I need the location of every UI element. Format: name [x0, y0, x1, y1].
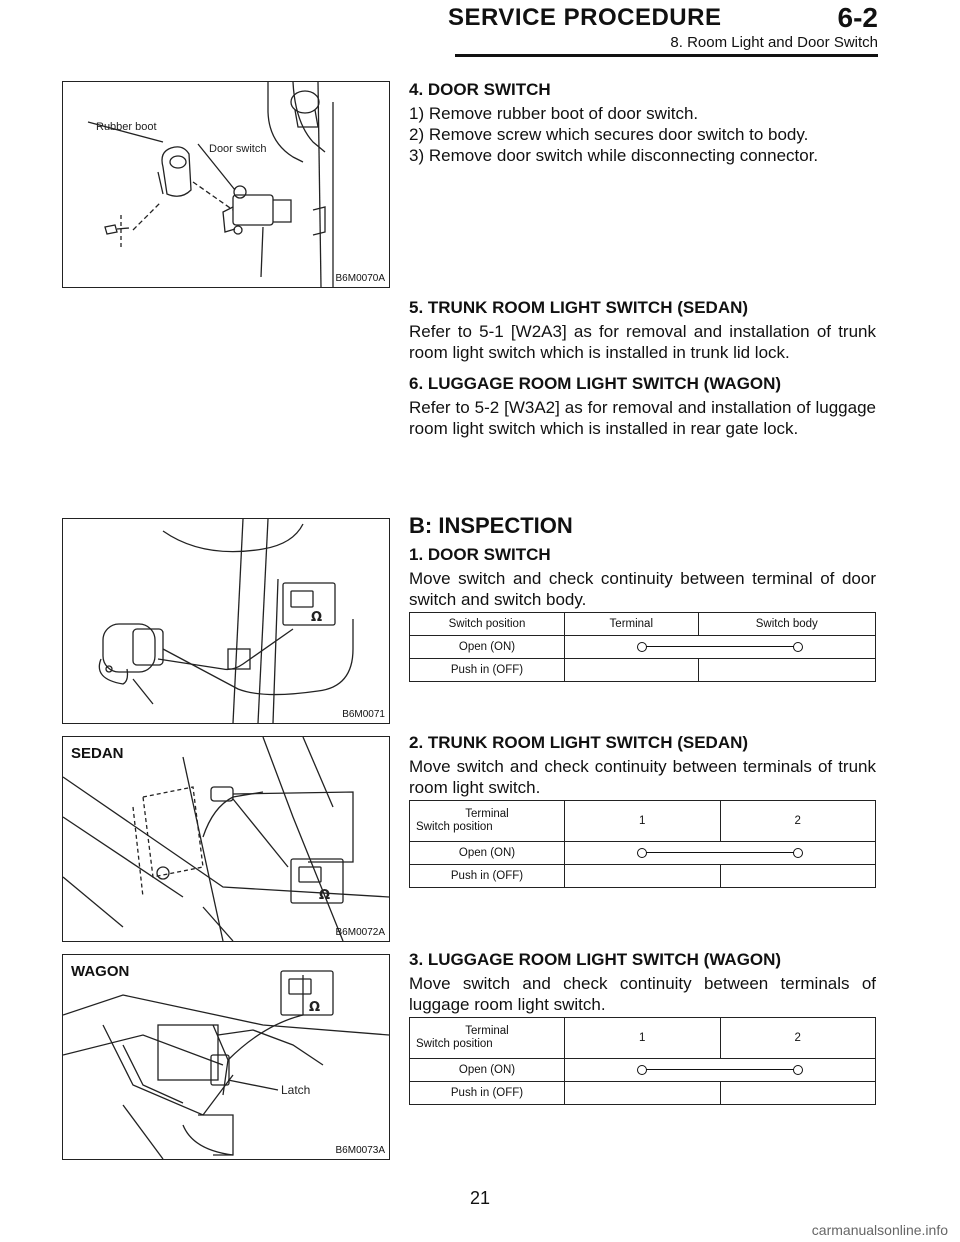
figure-door-switch	[62, 81, 390, 288]
figure-caption: B6M0071	[342, 709, 385, 720]
figure-sedan-trunk-switch	[62, 736, 390, 942]
switch-position-cell: Push in (OFF)	[410, 1082, 565, 1105]
heading-trunk-switch-removal: 5. TRUNK ROOM LIGHT SWITCH (SEDAN)	[409, 298, 749, 317]
col-terminal-2: 2	[720, 1018, 876, 1059]
continuity-cell	[565, 1059, 876, 1082]
heading-inspection: B: INSPECTION	[409, 513, 573, 538]
switch-position-cell: Push in (OFF)	[410, 659, 565, 682]
luggage-switch-removal-text: Refer to 5-2 [W3A2] as for removal and installation of luggage room light switch which is installed in rear gate lock.	[409, 398, 876, 438]
table-row	[410, 865, 876, 888]
figure-title-wagon: WAGON	[71, 963, 130, 980]
table-row	[410, 1082, 876, 1105]
trunk-switch-removal-text: Refer to 5-1 [W2A3] as for removal and installation of trunk room light switch which is installed in trunk lid lock.	[409, 322, 876, 362]
ohm-symbol: Ω	[309, 1000, 321, 1015]
continuity-cell	[565, 636, 876, 659]
figure-door-switch-inspection	[62, 518, 390, 724]
luggage-switch-continuity-table	[409, 1017, 876, 1105]
label-latch: Latch	[281, 1083, 311, 1097]
heading-door-switch-inspection: 1. DOOR SWITCH	[409, 545, 551, 564]
switch-position-cell: Open (ON)	[410, 1059, 565, 1082]
trunk-switch-inspection-text: Move switch and check continuity between terminals of trunk room light switch.	[409, 757, 876, 797]
ohm-symbol: Ω	[319, 888, 331, 903]
step-3: 3) Remove door switch while disconnecting connector.	[409, 146, 819, 165]
wagon-latch-illustration	[63, 955, 389, 1159]
step-2: 2) Remove screw which secures door switch to body.	[409, 125, 809, 144]
continuity-cell	[565, 842, 876, 865]
corner-switch-position: Switch position	[416, 821, 493, 833]
col-switch-body: Switch body	[698, 613, 875, 636]
table-header-row	[410, 801, 876, 842]
table-row	[410, 659, 876, 682]
corner-header	[410, 1018, 565, 1059]
header-subtitle: 8. Room Light and Door Switch	[670, 34, 878, 51]
empty-cell	[565, 865, 721, 888]
trunk-switch-continuity-table	[409, 800, 876, 888]
door-switch-continuity-table	[409, 612, 876, 682]
corner-header	[410, 801, 565, 842]
luggage-switch-inspection-text: Move switch and check continuity between terminals of luggage room light switch.	[409, 974, 876, 1014]
heading-trunk-switch-inspection: 2. TRUNK ROOM LIGHT SWITCH (SEDAN)	[409, 733, 749, 752]
header-title: SERVICE PROCEDURE	[448, 4, 722, 31]
col-terminal-1: 1	[565, 801, 721, 842]
label-rubber-boot: Rubber boot	[96, 121, 157, 133]
figure-caption: B6M0072A	[335, 927, 385, 938]
figure-wagon-luggage-switch	[62, 954, 390, 1160]
corner-terminal: Terminal	[465, 808, 509, 820]
empty-cell	[720, 865, 876, 888]
switch-position-cell: Open (ON)	[410, 842, 565, 865]
step-1: 1) Remove rubber boot of door switch.	[409, 104, 699, 123]
ohm-symbol: Ω	[311, 610, 323, 625]
table-row	[410, 842, 876, 865]
table-header-row	[410, 1018, 876, 1059]
heading-door-switch: 4. DOOR SWITCH	[409, 80, 551, 99]
continuity-indicator	[571, 1065, 869, 1075]
heading-luggage-switch-removal: 6. LUGGAGE ROOM LIGHT SWITCH (WAGON)	[409, 374, 782, 393]
corner-switch-position: Switch position	[416, 1038, 493, 1050]
page-number: 21	[469, 1188, 491, 1208]
door-switch-inspection-text: Move switch and check continuity between terminal of door switch and switch body.	[409, 569, 876, 609]
watermark[interactable]: carmanualsonline.info	[811, 1222, 948, 1238]
label-door-switch: Door switch	[209, 143, 267, 155]
empty-cell	[698, 659, 875, 682]
header-rule	[455, 54, 878, 57]
empty-cell	[565, 1082, 721, 1105]
continuity-indicator	[571, 848, 869, 858]
empty-cell	[565, 659, 699, 682]
door-switch-illustration	[63, 82, 389, 287]
col-switch-position: Switch position	[410, 613, 565, 636]
table-header-row	[410, 613, 876, 636]
section-code: 6-2	[837, 2, 878, 33]
switch-position-cell: Push in (OFF)	[410, 865, 565, 888]
table-row	[410, 1059, 876, 1082]
figure-caption: B6M0073A	[335, 1145, 385, 1156]
heading-luggage-switch-inspection: 3. LUGGAGE ROOM LIGHT SWITCH (WAGON)	[409, 950, 782, 969]
continuity-indicator	[571, 642, 869, 652]
table-row	[410, 636, 876, 659]
sedan-trunk-illustration	[63, 737, 389, 941]
col-terminal-1: 1	[565, 1018, 721, 1059]
col-terminal: Terminal	[565, 613, 699, 636]
switch-position-cell: Open (ON)	[410, 636, 565, 659]
door-switch-meter-illustration	[63, 519, 389, 723]
figure-caption: B6M0070A	[335, 273, 385, 284]
door-switch-steps	[409, 103, 879, 166]
corner-terminal: Terminal	[465, 1025, 509, 1037]
empty-cell	[720, 1082, 876, 1105]
col-terminal-2: 2	[720, 801, 876, 842]
figure-title-sedan: SEDAN	[71, 745, 124, 762]
